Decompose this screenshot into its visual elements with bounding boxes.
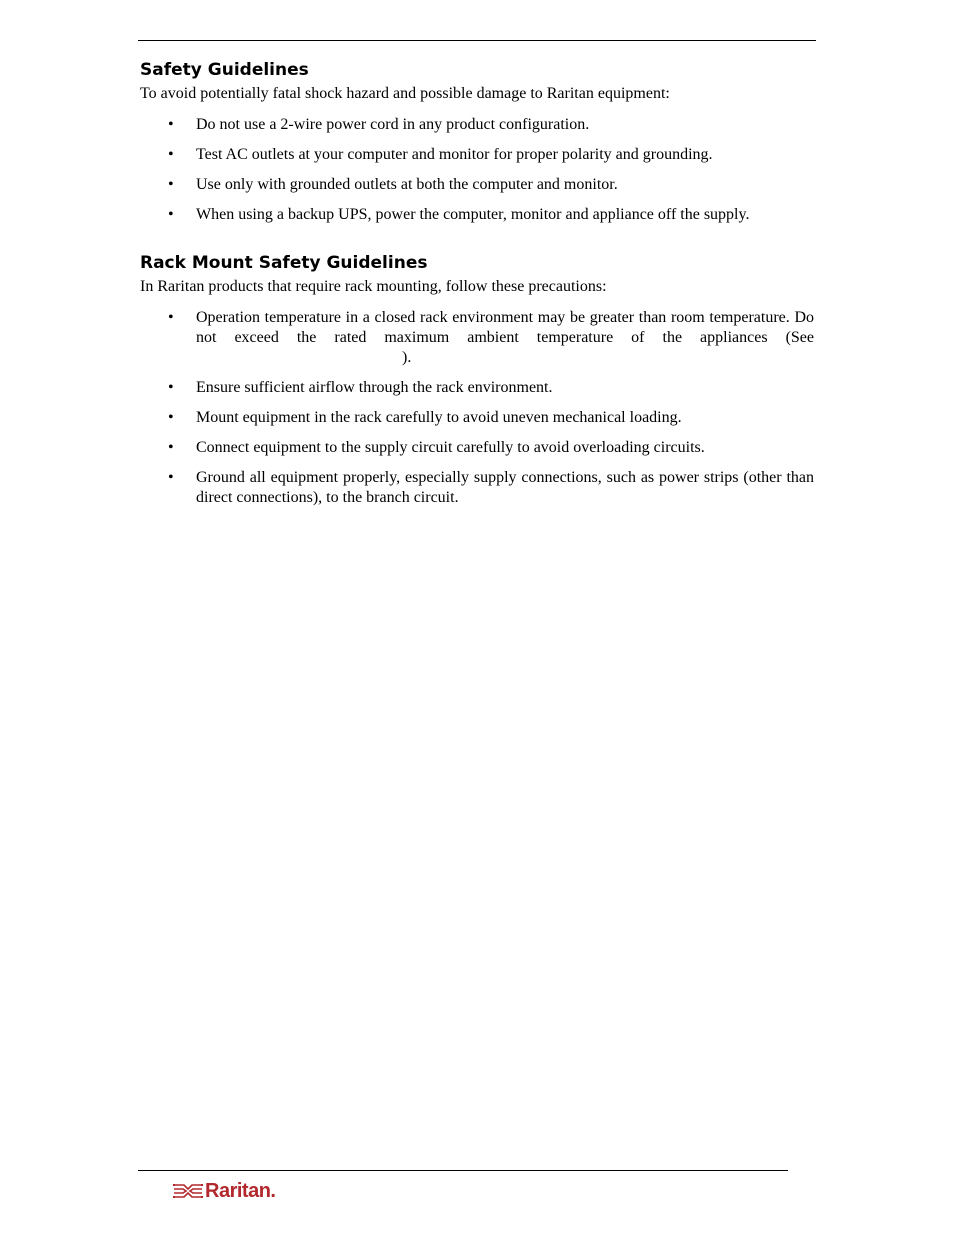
- list-item: • When using a backup UPS, power the computer, monitor and appliance off the supply.: [168, 206, 750, 223]
- list-item: • Ground all equipment properly, especially supply connections, such as power strips (other than direct connections), to the branch circuit.: [168, 469, 814, 506]
- raritan-logo: [172, 1180, 276, 1202]
- list-item: • Test AC outlets at your computer and monitor for proper polarity and grounding.: [168, 146, 713, 163]
- logo-dot: .: [270, 1180, 276, 1202]
- section-intro-safety: To avoid potentially fatal shock hazard and possible damage to Raritan equipment:: [140, 85, 670, 102]
- bullet: •: [168, 146, 174, 163]
- bullet: •: [168, 439, 174, 456]
- bullet: •: [168, 309, 174, 326]
- bullet: •: [168, 409, 174, 426]
- section-intro-rack-mount: In Raritan products that require rack mounting, follow these precautions:: [140, 278, 607, 295]
- bullet: •: [168, 469, 174, 486]
- bullet: •: [168, 379, 174, 396]
- safety-list: [140, 115, 814, 225]
- section-heading-safety: Safety Guidelines: [140, 60, 309, 80]
- rack-mount-list: [140, 308, 814, 508]
- list-item: • Ensure sufficient airflow through the rack environment.: [168, 379, 553, 396]
- list-item: • Operation temperature in a closed rack environment may be greater than room temperature. Do not exceed the rated maximum ambient temperature of the appliances (See).: [168, 309, 814, 366]
- list-item: • Use only with grounded outlets at both the computer and monitor.: [168, 176, 618, 193]
- section-heading-rack-mount: Rack Mount Safety Guidelines: [140, 253, 428, 273]
- list-item: • Do not use a 2-wire power cord in any product configuration.: [168, 116, 590, 133]
- bullet: •: [168, 206, 174, 223]
- list-item: • Connect equipment to the supply circuit carefully to avoid overloading circuits.: [168, 439, 705, 456]
- list-item: • Mount equipment in the rack carefully to avoid uneven mechanical loading.: [168, 409, 682, 426]
- bullet: •: [168, 116, 174, 133]
- logo-wordmark: Raritan: [205, 1180, 271, 1202]
- raritan-logo-icon: [172, 1181, 204, 1201]
- footer-rule: [138, 1170, 788, 1171]
- bullet: •: [168, 176, 174, 193]
- header-rule: [138, 40, 816, 41]
- page-content: [140, 58, 814, 518]
